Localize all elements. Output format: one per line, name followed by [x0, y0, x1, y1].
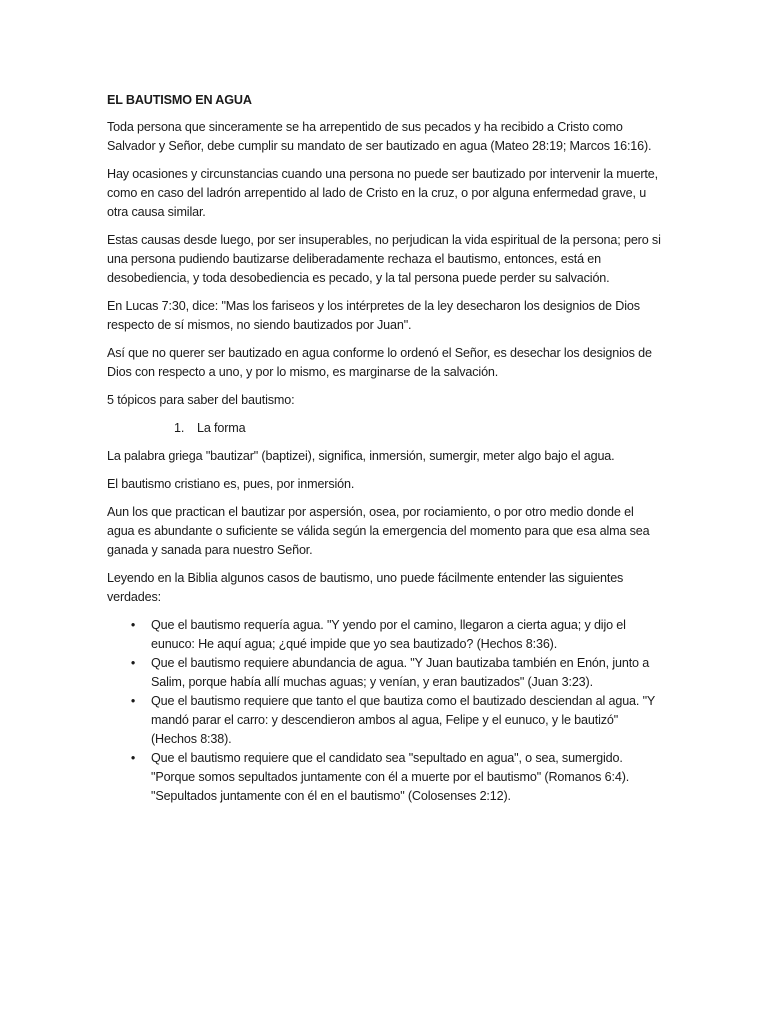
paragraph: Aun los que practican el bautizar por aspersión, osea, por rociamiento, o por otro medio donde el agua es abundante o suficiente se válida según la emergencia del momento para que esa alma sea ganada y sanada para nuestro Señor. [107, 505, 650, 557]
bullet-list [107, 616, 663, 806]
list-item-text: Que el bautismo requiere abundancia de agua. "Y Juan bautizaba también en Enón, junto a Salim, porque había allí muchas aguas; y venían, y eran bautizados" (Juan 3:23). [151, 656, 650, 689]
bullet-icon: • [130, 751, 136, 765]
list-item-text: Que el bautismo requería agua. "Y yendo por el camino, llegaron a cierta agua; y dijo el eunuco: He aquí agua; ¿qué impide que yo sea bautizado? (Hechos 8:36). [151, 618, 626, 651]
list-item [107, 749, 663, 806]
paragraph: En Lucas 7:30, dice: "Mas los fariseos y los intérpretes de la ley desecharon los designios de Dios respecto de sí mismos, no siendo bautizados por Juan". [107, 299, 640, 332]
numbered-list-item [107, 419, 663, 438]
list-item [107, 616, 663, 654]
paragraph: 5 tópicos para saber del bautismo: [107, 393, 295, 407]
paragraph: Así que no querer ser bautizado en agua conforme lo ordenó el Señor, es desechar los designios de Dios con respecto a uno, y por lo mismo, es marginarse de la salvación. [107, 346, 652, 379]
list-number: 1. [174, 421, 185, 435]
list-item-text: Que el bautismo requiere que el candidato sea "sepultado en agua", o sea, sumergido. "Porque somos sepultados juntamente con él a muerte por el bautismo" (Romanos 6:4). "Sepultados juntamente con él en el bautismo" (Colosenses 2:12). [151, 751, 630, 803]
paragraph: El bautismo cristiano es, pues, por inmersión. [107, 477, 355, 491]
paragraph: Estas causas desde luego, por ser insuperables, no perjudican la vida espiritual de la persona; pero si una persona pudiendo bautizarse deliberadamente rechaza el bautismo, entonces, está en desobediencia, y toda desobediencia es pecado, y la tal persona puede perder su salvación. [107, 233, 661, 285]
document-body [107, 91, 663, 806]
bullet-icon: • [130, 656, 136, 670]
bullet-icon: • [130, 694, 136, 708]
list-item-label: La forma [197, 421, 246, 435]
paragraph: La palabra griega "bautizar" (baptizei), significa, inmersión, sumergir, meter algo bajo el agua. [107, 449, 615, 463]
paragraph: Toda persona que sinceramente se ha arrepentido de sus pecados y ha recibido a Cristo como Salvador y Señor, debe cumplir su mandato de ser bautizado en agua (Mateo 28:19; Marcos 16:16). [107, 120, 652, 153]
document-title: EL BAUTISMO EN AGUA [107, 93, 252, 107]
list-item [107, 692, 663, 749]
paragraph: Hay ocasiones y circunstancias cuando una persona no puede ser bautizado por intervenir la muerte, como en caso del ladrón arrepentido al lado de Cristo en la cruz, o por alguna enfermedad grave, u otra causa similar. [107, 167, 658, 219]
bullet-icon: • [130, 618, 136, 632]
list-item [107, 654, 663, 692]
paragraph: Leyendo en la Biblia algunos casos de bautismo, uno puede fácilmente entender las siguientes verdades: [107, 571, 624, 604]
list-item-text: Que el bautismo requiere que tanto el que bautiza como el bautizado desciendan al agua. "Y mandó parar el carro: y descendieron ambos al agua, Felipe y el eunuco, y le bautizó" (Hechos 8:38). [151, 694, 655, 746]
